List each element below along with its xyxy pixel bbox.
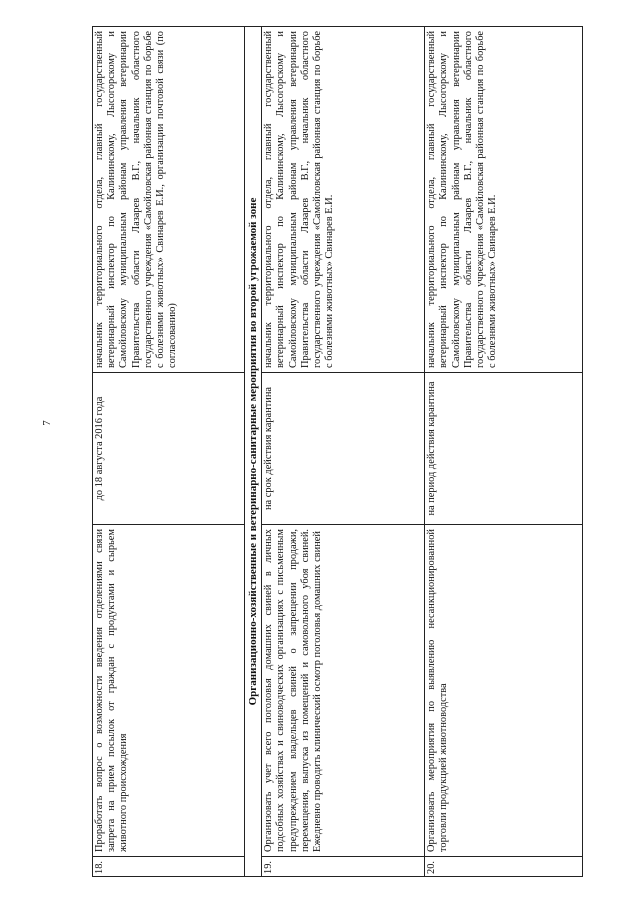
table-row [425, 27, 583, 877]
table-container [92, 27, 582, 877]
task-cell: Организовать учет всего поголовья домашних свиней в личных подсобных хозяйствах и свиноводческих организациях с письменным предупреждением владельцев свиней о запрещении продажи, перемещения, выпуска из помещений и самовольного убоя свиней. Ежедневно проводить клинический осмотр поголовья домашних свиней [262, 525, 425, 857]
rotated-table-area [92, 27, 582, 877]
row-number: 19. [262, 857, 425, 877]
table-row [93, 27, 245, 877]
section-title: Организационно-хозяйственные и ветеринарно-санитарные мероприятия во второй угрожаемой зоне [245, 27, 262, 877]
term-cell: на период действия карантина [425, 373, 583, 525]
task-cell: Организовать мероприятия по выявлению несанкционированной торговли продукцией животноводства [425, 525, 583, 857]
responsible-cell: начальник территориального отдела, главный государственный ветеринарный инспектор по Калининскому, Лысогорскому и Самойловскому муниципальным районам управления ветеринарии Правительства области Лазарев В.Г., начальник областного государственного учреждения «Самойловская районная станция по борьбе с болезнями животных» Свинарев Е.И. [262, 27, 425, 373]
measures-table [92, 26, 583, 877]
section-header-row [245, 27, 262, 877]
term-cell: на срок действия карантина [262, 373, 425, 525]
responsible-cell: начальник территориального отдела, главный государственный ветеринарный инспектор по Калининскому, Лысогорскому и Самойловскому муниципальным районам управления ветеринарии Правительства области Лазарев В.Г., начальник областного государственного учреждения «Самойловская районная станция по борьбе с болезнями животных» Свинарев Е.И., организации почтовой связи (по согласованию) [93, 27, 245, 373]
term-cell: до 18 августа 2016 года [93, 373, 245, 525]
task-cell: Проработать вопрос о возможности введения отделениями связи запрета на прием посылок от граждан с продуктами и сырьем животного происхождения [93, 525, 245, 857]
page-number: 7 [41, 420, 53, 426]
row-number: 18. [93, 857, 245, 877]
responsible-cell: начальник территориального отдела, главный государственный ветеринарный инспектор по Калининскому, Лысогорскому и Самойловскому муниципальным районам управления ветеринарии Правительства области Лазарев В.Г., начальник областного государственного учреждения «Самойловская районная станция по борьбе с болезнями животных» Свинарев Е.И. [425, 27, 583, 373]
table-row [262, 27, 425, 877]
row-number: 20. [425, 857, 583, 877]
